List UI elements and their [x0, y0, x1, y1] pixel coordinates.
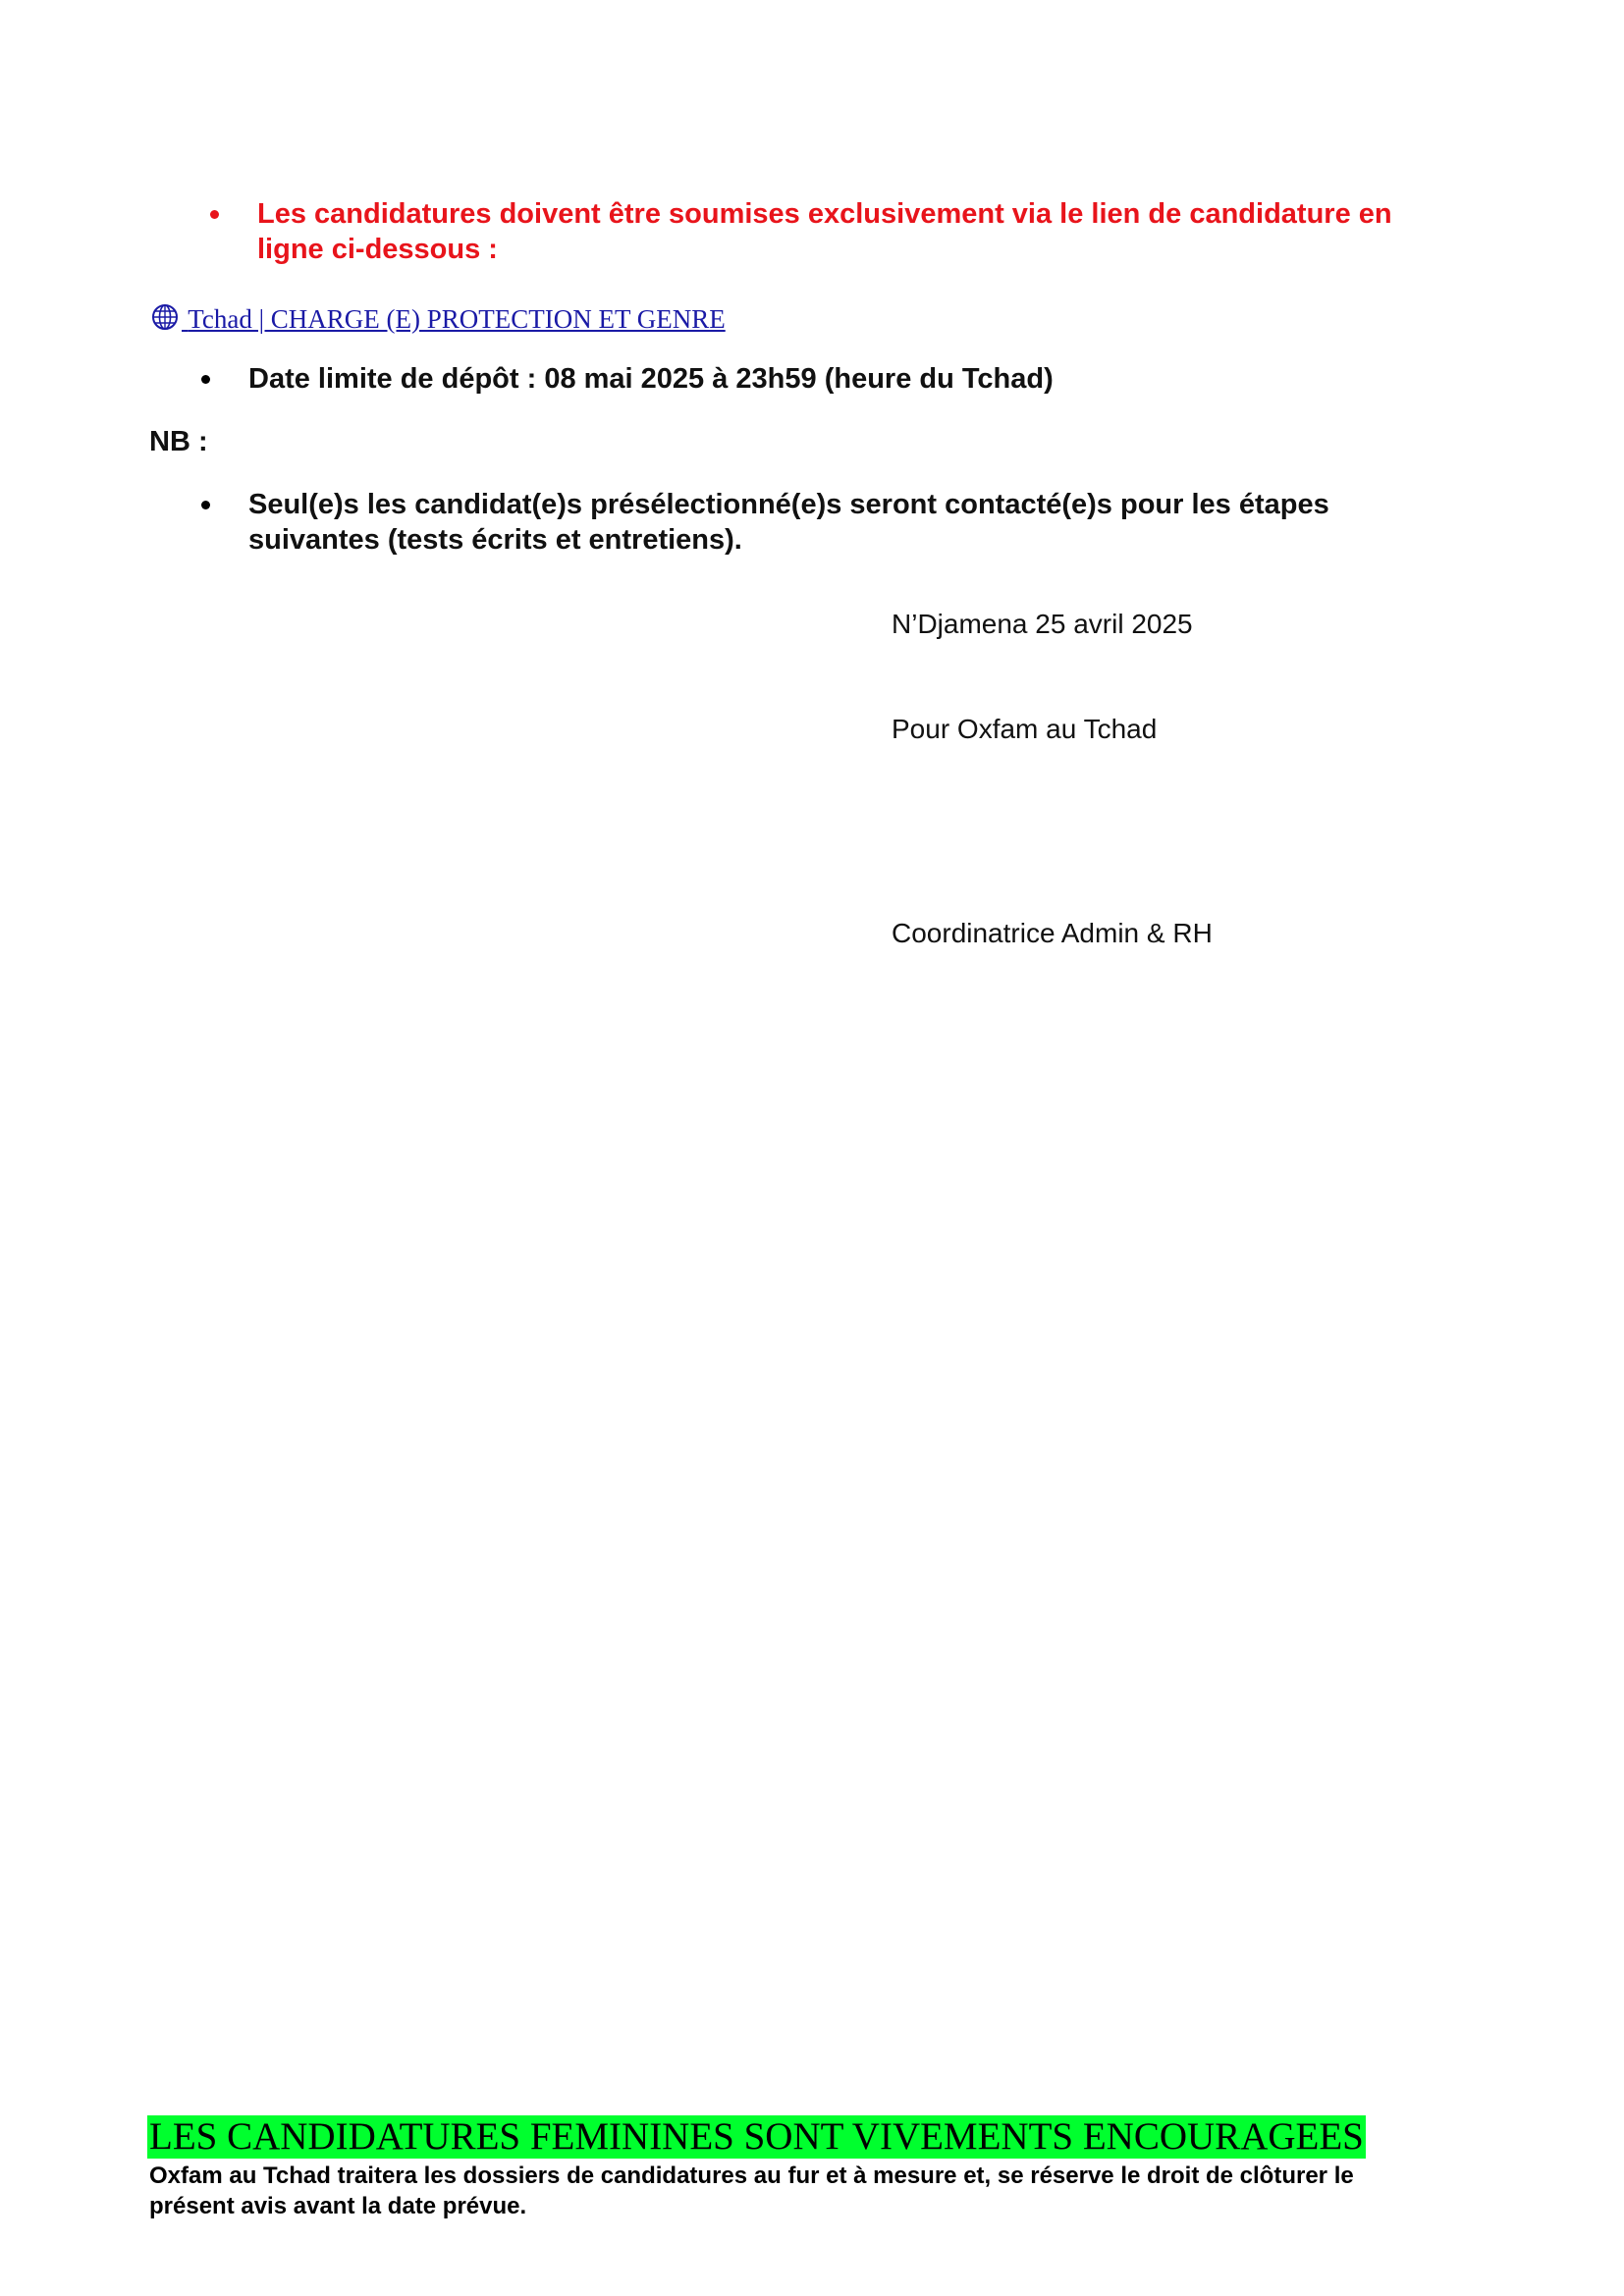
signature-role: Coordinatrice Admin & RH [892, 918, 1213, 948]
deadline-text: Date limite de dépôt : 08 mai 2025 à 23h59 (heure du Tchad) [248, 363, 1054, 395]
application-link-label[interactable]: Tchad | CHARGE (E) PROTECTION ET GENRE [188, 304, 726, 334]
globe-icon [150, 304, 188, 334]
encouragement-banner: LES CANDIDATURES FEMININES SONT VIVEMENTS ENCOURAGEES [149, 2115, 1364, 2158]
application-link[interactable] [150, 302, 726, 335]
footer-note: Oxfam au Tchad traitera les dossiers de candidatures au fur et à mesure et, se réserve le droit de clôturer le présent avis avant la date prévue. [149, 2163, 1354, 2219]
nb-label: NB : [149, 426, 208, 457]
submission-instruction: Les candidatures doivent être soumises exclusivement via le lien de candidature en ligne ci-dessous : [257, 198, 1392, 265]
signature-org: Pour Oxfam au Tchad [892, 714, 1158, 744]
bullet-marker [201, 375, 210, 384]
bullet-marker [201, 501, 210, 509]
bullet-marker [210, 210, 219, 219]
place-date: N’Djamena 25 avril 2025 [892, 609, 1193, 639]
nb-note: Seul(e)s les candidat(e)s présélectionné(e)s seront contacté(e)s pour les étapes suivantes (tests écrits et entretiens). [248, 489, 1329, 556]
